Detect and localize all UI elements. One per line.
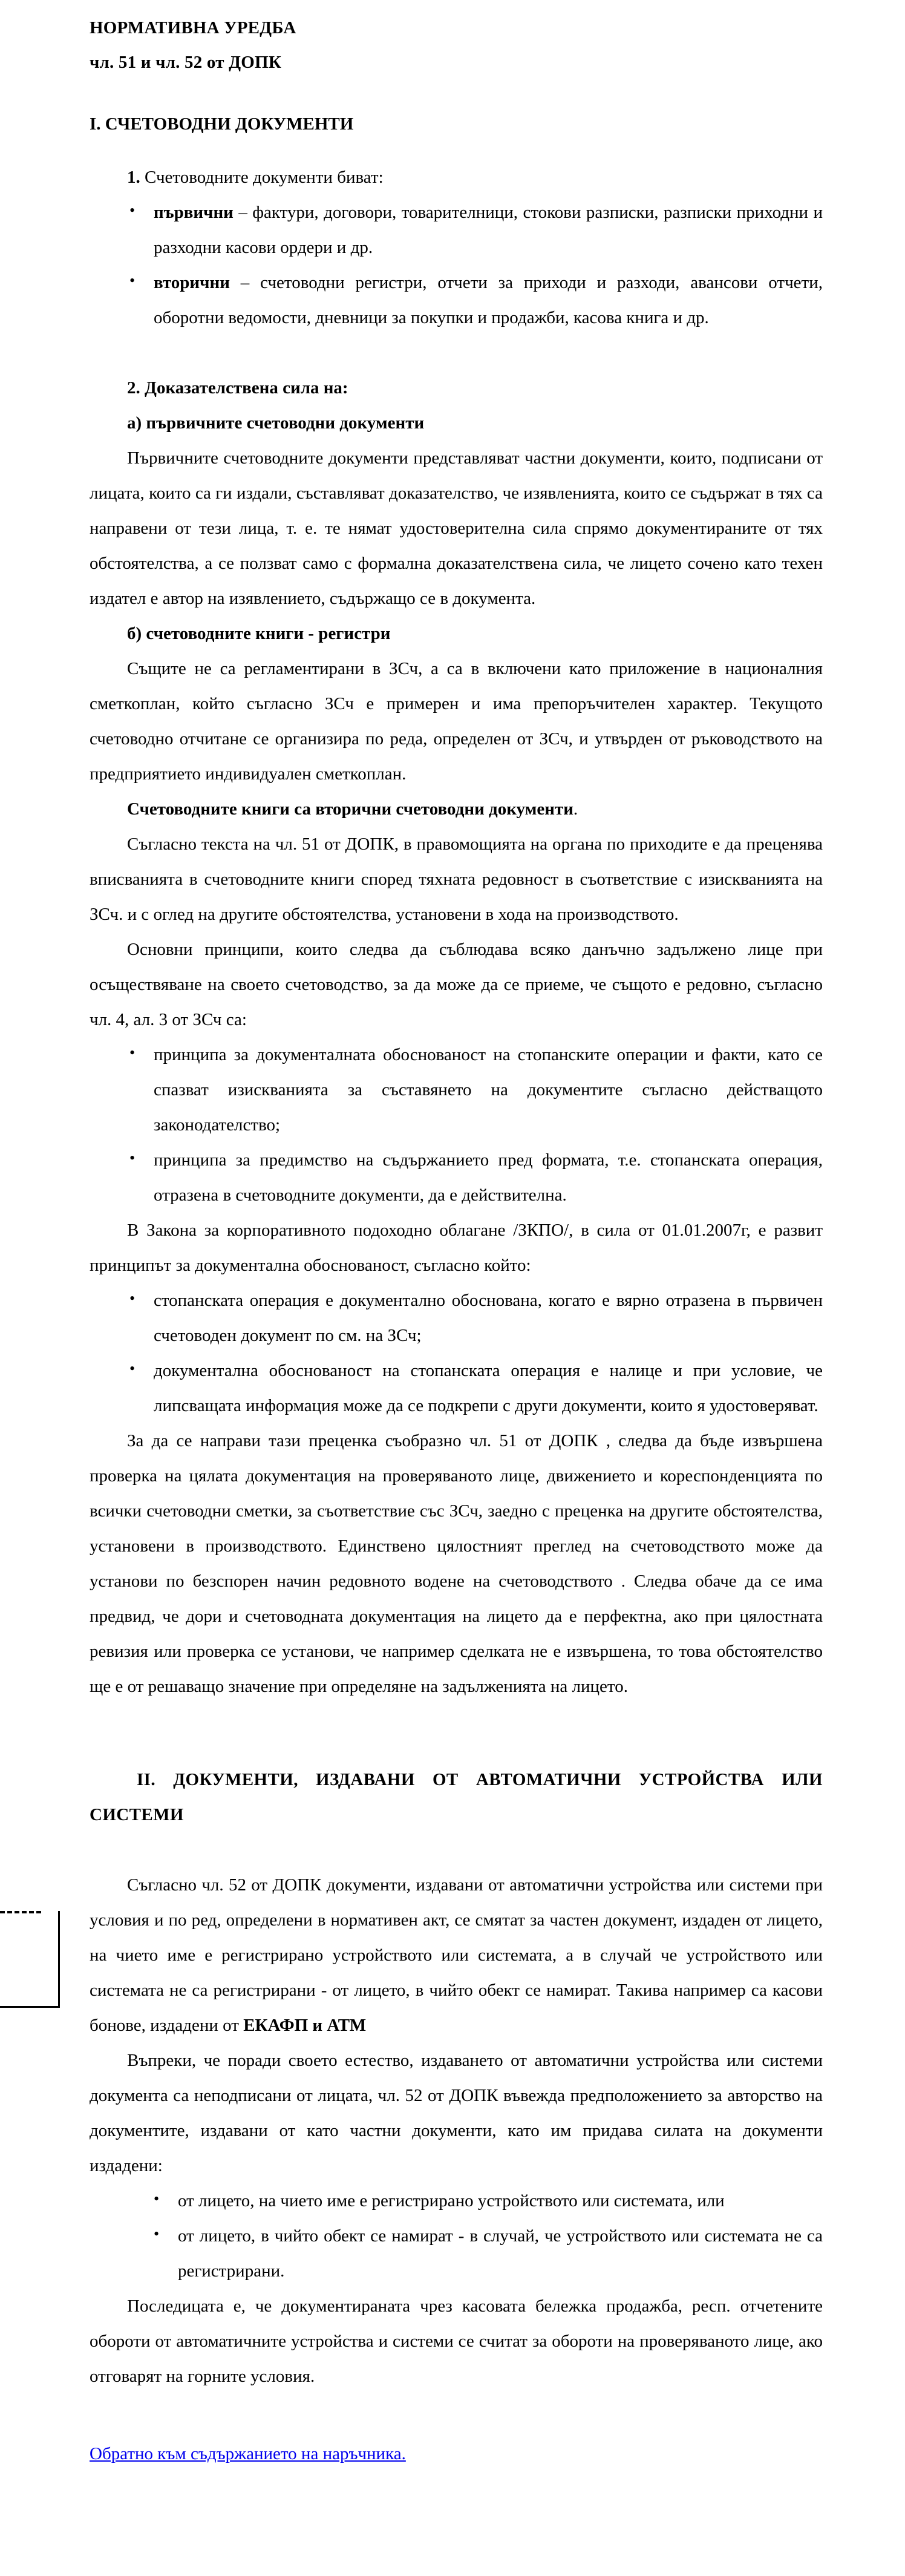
section-two-paragraph-3: Последицата е, че документираната чрез касовата бележка продажба, респ. отчетените обороти от автоматичните устройства и системи се считат за обороти на проверяваното лице, ако отговарят на горните условия. xyxy=(90,2296,823,2386)
list-item: • стопанската операция е документално обоснована, когато е вярно отразена в първичен счетоводен документ по см. на ЗСч; xyxy=(90,1283,823,1353)
ekafp-atm-bold: ЕКАФП и АТМ xyxy=(243,2015,367,2035)
list-item: • документална обоснованост на стопанската операция е налице и при условие, че липсващата информация може да се подкрепи с други документи, които я удостоверяват. xyxy=(90,1353,823,1423)
item-2b-heading: б) счетоводните книги - регистри xyxy=(127,623,391,643)
bullet-term: първични xyxy=(154,202,234,222)
section-one-closing-paragraph: За да се направи тази преценка съобразно чл. 51 от ДОПК , следва да бъде извършена проверка на цялата документация на проверяваното лице, движението и кореспонденцията по всички счетоводни сметки, за съответствие със ЗСч, заедно с преценка на другите обстоятелства, установени в производството. Единствено цялостният преглед на счетоводството може да установи по безспорен начин редовното водене на счетоводството . Следва обаче да се има предвид, че дори и счетоводната документация на лицето да е перфектна, ако при цялостната ревизия или проверка се установи, че например сделката не е извършена, то това обстоятелство ще е от решаващо значение при определяне на задълженията на лицето. xyxy=(90,1431,823,1696)
document-title: НОРМАТИВНА УРЕДБА xyxy=(90,18,296,38)
spacer xyxy=(90,142,823,160)
spacer xyxy=(90,1832,823,1867)
list-item: • от лицето, в чийто обект се намират - в случай, че устройството или системата не са регистрирани. xyxy=(90,2218,823,2289)
document-subtitle: чл. 51 и чл. 52 от ДОПК xyxy=(90,52,282,72)
annotation-dashed-line xyxy=(0,1911,41,1913)
section-two-bullet-list xyxy=(90,2183,823,2289)
section-one-heading: I. СЧЕТОВОДНИ ДОКУМЕНТИ xyxy=(90,114,354,134)
zkpo-intro: В Закона за корпоративното подоходно облагане /ЗКПО/, в сила от 01.01.2007г, е развит принципът за документална обоснованост, съгласно който: xyxy=(90,1220,823,1275)
document-content xyxy=(90,0,823,2486)
item-2a-heading: а) първичните счетоводни документи xyxy=(127,413,425,433)
item-1-number: 1. xyxy=(127,167,140,187)
back-to-contents-link[interactable]: Обратно към съдържанието на наръчника. xyxy=(90,2443,406,2463)
item-1-line xyxy=(90,160,823,195)
section-two-heading: II. ДОКУМЕНТИ, ИЗДАВАНИ ОТ АВТОМАТИЧНИ УСТРОЙСТВА ИЛИ СИСТЕМИ xyxy=(90,1769,823,1824)
section-two-paragraph-1 xyxy=(90,1867,823,2043)
principles-intro: Основни принципи, които следва да съблюдава всяко данъчно задължено лице при осъществяване на своето счетоводство, за да може да се приеме, че същото е редовно, съгласно чл. 4, ал. 3 от ЗСч са: xyxy=(90,939,823,1029)
item-1-text: Счетоводните документи биват: xyxy=(140,167,384,187)
list-item: • принципа за предимство на съдържанието пред формата, т.е. стопанската операция, отразена в счетоводните документи, да е действителна. xyxy=(90,1142,823,1213)
annotation-horizontal-line xyxy=(0,2006,60,2008)
list-item xyxy=(90,265,823,335)
item-2b-paragraph-3: Съгласно текста на чл. 51 от ДОПК, в правомощията на органа по приходите е да преценява вписванията в счетоводните книги според тяхната редовност в съответствие с изискванията на ЗСч. и с оглед на другите обстоятелства, установени в хода на производството. xyxy=(90,834,823,924)
bullet-text: – счетоводни регистри, отчети за приходи и разходи, авансови отчети, оборотни ведомости, дневници за покупки и продажби, касова книга и др. xyxy=(154,272,823,327)
footer-link-container xyxy=(90,2394,823,2486)
zkpo-bullet-list xyxy=(90,1283,823,1423)
item-1-bullet-list xyxy=(90,195,823,335)
spacer xyxy=(90,335,823,370)
section-two-paragraph-1-text: Съгласно чл. 52 от ДОПК документи, издавани от автоматични устройства или системи при условия и по ред, определени в нормативен акт, се смятат за частен документ, издаден от лицето, на чието име е регистрирано устройството или системата, а в случай че устройството или системата не са регистрирани - от лицето, в чийто обект се намират. Такива например са касови бонове, издадени от xyxy=(90,1875,823,2035)
annotation-vertical-line xyxy=(58,1911,60,2008)
item-2a-paragraph: Първичните счетоводните документи представляват частни документи, които, подписани от лицата, които са ги издали, съставляват доказателство, че изявленията, които се съдържат в тях са направени от тези лица, т. е. те нямат удостоверителна сила спрямо документираните от тях обстоятелства, а се ползват само с формална доказателствена сила, че лицето сочено като техен издател е автор на изявлението, съдържащо се в документа. xyxy=(90,448,823,608)
list-item: • принципа за документалната обоснованост на стопанските операции и факти, като се спазват изискванията за съставянето на документите съгласно действащото законодателство; xyxy=(90,1037,823,1142)
list-item xyxy=(90,195,823,265)
accounting-books-bold: Счетоводните книги са вторични счетоводни документи xyxy=(127,799,573,819)
item-2b-paragraph-1: Същите не са регламентирани в ЗСч, а са в включени като приложение в националния сметкоплан, който съгласно ЗСч е примерен и има препоръчителен характер. Текущото счетоводно отчитане се организира по реда, определен от ЗСч, и утвърден от ръководството на предприятието индивидуален сметкоплан. xyxy=(90,658,823,784)
list-item: • от лицето, на чието име е регистрирано устройството или системата, или xyxy=(90,2183,823,2218)
bullet-term: вторични xyxy=(154,272,230,292)
item-2-heading: 2. Доказателствена сила на: xyxy=(127,378,348,398)
principles-bullet-list xyxy=(90,1037,823,1213)
bullet-text: – фактури, договори, товарителници, стокови разписки, разписки приходни и разходни касови ордери и др. xyxy=(154,202,823,257)
accounting-books-period: . xyxy=(573,799,578,819)
section-two-paragraph-2: Въпреки, че поради своето естество, издаването от автоматични устройства или системи документа са неподписани от лицата, чл. 52 от ДОПК въвежда предположението за авторство на документите, издавани от като частни документи, като им придава силата на документи издадени: xyxy=(90,2050,823,2175)
item-2b-paragraph-2 xyxy=(90,791,823,827)
